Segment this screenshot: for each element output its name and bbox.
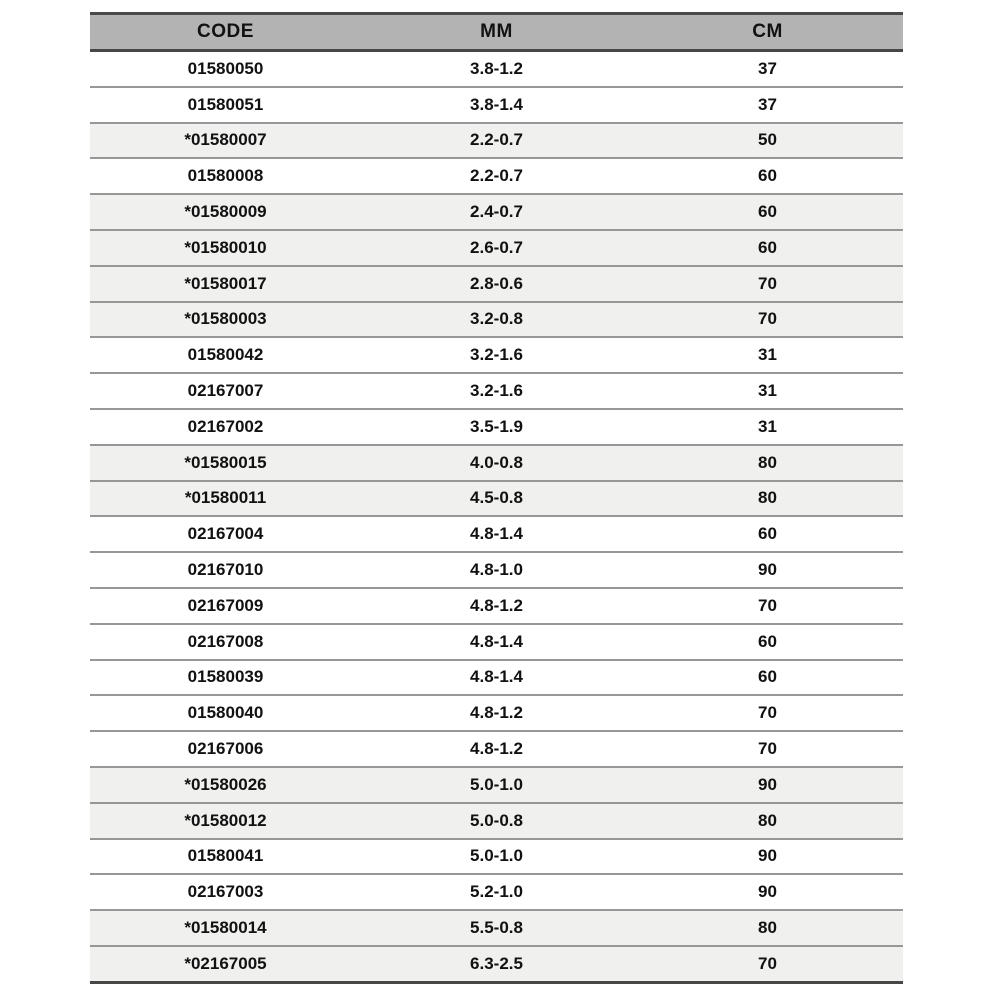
cell-code: 01580039 (90, 660, 361, 696)
table-row (90, 194, 903, 230)
cell-code: 01580040 (90, 695, 361, 731)
cell-cm: 60 (632, 194, 903, 230)
table-row (90, 946, 903, 982)
cell-code: *01580012 (90, 803, 361, 839)
cell-code: 02167007 (90, 373, 361, 409)
cell-code: *01580003 (90, 302, 361, 338)
cell-mm: 4.8-1.4 (361, 516, 632, 552)
cell-code: *01580010 (90, 230, 361, 266)
table-row (90, 445, 903, 481)
cell-code: *01580026 (90, 767, 361, 803)
cell-code: 02167006 (90, 731, 361, 767)
cell-mm: 4.8-1.4 (361, 624, 632, 660)
cell-mm: 3.8-1.4 (361, 87, 632, 123)
cell-mm: 3.5-1.9 (361, 409, 632, 445)
cell-cm: 90 (632, 874, 903, 910)
table-row (90, 373, 903, 409)
table-row (90, 302, 903, 338)
table-row (90, 731, 903, 767)
cell-code: 02167004 (90, 516, 361, 552)
cell-cm: 60 (632, 230, 903, 266)
column-header-code: CODE (90, 14, 361, 51)
cell-cm: 60 (632, 516, 903, 552)
cell-code: 02167008 (90, 624, 361, 660)
cell-cm: 80 (632, 910, 903, 946)
column-header-cm: CM (632, 14, 903, 51)
table-row (90, 158, 903, 194)
cell-mm: 2.8-0.6 (361, 266, 632, 302)
cell-cm: 70 (632, 946, 903, 982)
cell-cm: 90 (632, 767, 903, 803)
header-row (90, 14, 903, 51)
cell-mm: 2.2-0.7 (361, 123, 632, 159)
cell-mm: 3.2-1.6 (361, 337, 632, 373)
cell-cm: 70 (632, 302, 903, 338)
cell-code: 01580050 (90, 51, 361, 87)
cell-mm: 5.0-1.0 (361, 839, 632, 875)
cell-cm: 70 (632, 695, 903, 731)
table-row (90, 695, 903, 731)
cell-code: *01580009 (90, 194, 361, 230)
cell-cm: 90 (632, 552, 903, 588)
cell-cm: 80 (632, 481, 903, 517)
cell-cm: 80 (632, 803, 903, 839)
cell-code: *01580017 (90, 266, 361, 302)
cell-cm: 60 (632, 660, 903, 696)
cell-cm: 60 (632, 624, 903, 660)
cell-cm: 50 (632, 123, 903, 159)
cell-mm: 4.5-0.8 (361, 481, 632, 517)
cell-code: 02167010 (90, 552, 361, 588)
cell-code: *01580011 (90, 481, 361, 517)
table-row (90, 87, 903, 123)
table-row (90, 337, 903, 373)
cell-mm: 3.8-1.2 (361, 51, 632, 87)
cell-cm: 31 (632, 337, 903, 373)
table-header (90, 14, 903, 51)
cell-code: *01580014 (90, 910, 361, 946)
column-header-mm: MM (361, 14, 632, 51)
cell-cm: 70 (632, 266, 903, 302)
table-row (90, 874, 903, 910)
table-row (90, 660, 903, 696)
cell-cm: 70 (632, 588, 903, 624)
table-row (90, 767, 903, 803)
table-row (90, 588, 903, 624)
cell-mm: 3.2-0.8 (361, 302, 632, 338)
cell-mm: 4.8-1.4 (361, 660, 632, 696)
table-row (90, 266, 903, 302)
cell-cm: 31 (632, 373, 903, 409)
table-row (90, 552, 903, 588)
cell-code: 01580042 (90, 337, 361, 373)
cell-mm: 4.8-1.2 (361, 588, 632, 624)
cell-mm: 4.8-1.2 (361, 695, 632, 731)
table-row (90, 230, 903, 266)
spec-table-container (90, 12, 903, 984)
cell-mm: 4.0-0.8 (361, 445, 632, 481)
cell-code: 02167009 (90, 588, 361, 624)
cell-cm: 60 (632, 158, 903, 194)
cell-cm: 70 (632, 731, 903, 767)
cell-code: 02167003 (90, 874, 361, 910)
cell-mm: 4.8-1.0 (361, 552, 632, 588)
table-row (90, 839, 903, 875)
table-row (90, 624, 903, 660)
cell-mm: 5.5-0.8 (361, 910, 632, 946)
cell-code: 01580008 (90, 158, 361, 194)
cell-cm: 37 (632, 87, 903, 123)
cell-mm: 4.8-1.2 (361, 731, 632, 767)
cell-code: *01580015 (90, 445, 361, 481)
cell-mm: 5.2-1.0 (361, 874, 632, 910)
cell-code: 01580041 (90, 839, 361, 875)
cell-cm: 31 (632, 409, 903, 445)
cell-mm: 2.4-0.7 (361, 194, 632, 230)
cell-code: 01580051 (90, 87, 361, 123)
cell-cm: 80 (632, 445, 903, 481)
cell-cm: 90 (632, 839, 903, 875)
table-row (90, 123, 903, 159)
cell-mm: 2.6-0.7 (361, 230, 632, 266)
cell-cm: 37 (632, 51, 903, 87)
cell-mm: 6.3-2.5 (361, 946, 632, 982)
cell-mm: 3.2-1.6 (361, 373, 632, 409)
cell-mm: 5.0-0.8 (361, 803, 632, 839)
table-row (90, 51, 903, 87)
cell-code: 02167002 (90, 409, 361, 445)
table-row (90, 516, 903, 552)
cell-code: *01580007 (90, 123, 361, 159)
table-row (90, 409, 903, 445)
cell-mm: 2.2-0.7 (361, 158, 632, 194)
table-row (90, 481, 903, 517)
cell-mm: 5.0-1.0 (361, 767, 632, 803)
cell-code: *02167005 (90, 946, 361, 982)
spec-table (90, 12, 903, 984)
table-row (90, 803, 903, 839)
table-row (90, 910, 903, 946)
table-body (90, 51, 903, 983)
